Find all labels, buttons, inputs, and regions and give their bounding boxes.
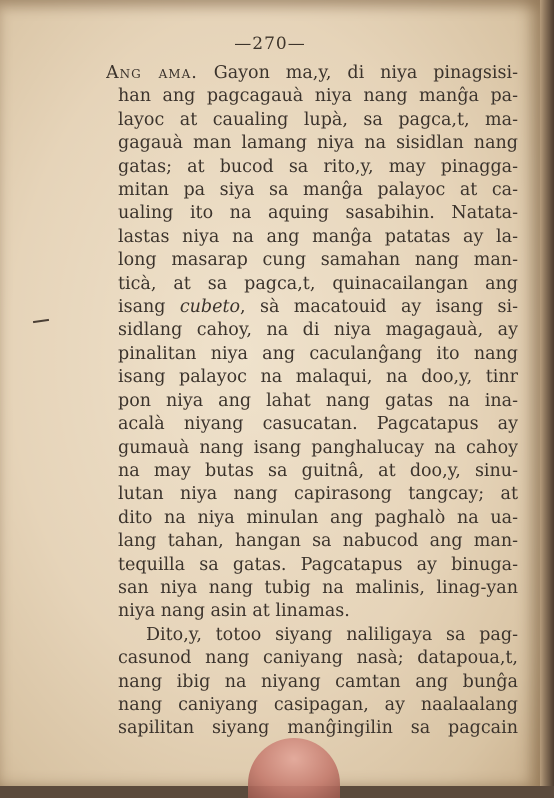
text-line: isang cubeto, sà macatouid ay isang si-	[118, 297, 518, 318]
text-line: lutan niya nang capirasong tangcay; at	[118, 484, 518, 505]
text-line: sapilitan siyang manĝingilin sa pagcain	[118, 718, 518, 739]
book-spine-edge	[540, 0, 554, 786]
text-line: gagauà man lamang niya na sisidlan nang	[118, 133, 518, 154]
body-text	[106, 62, 518, 741]
italic-word: cubeto	[179, 297, 241, 318]
margin-pencil-mark	[33, 319, 49, 323]
text-line: isang palayoc na malaqui, na doo,y, tinr	[118, 367, 518, 388]
text-line: gatas; at bucod sa rito,y, may pinagga-	[118, 156, 518, 177]
text-line: acalà niyang casucatan. Pagcatapus ay	[118, 414, 518, 435]
text-line: mitan pa siya sa manĝa palayoc at ca-	[118, 180, 518, 201]
text-line: tequilla sa gatas. Pagcatapus ay binuga-	[118, 554, 518, 575]
text-line: dito na niya minulan ang paghalò na ua-	[118, 507, 518, 528]
text-line: ualing ito na aquing sasabihin. Natata-	[118, 203, 518, 224]
text-line: na may butas sa guitnâ, at doo,y, sinu-	[118, 460, 518, 481]
text-line: Ang ama. Gayon ma,y, di niya pinagsisi-	[106, 63, 518, 83]
text-line: sidlang cahoy, na di niya magagauà, ay	[118, 320, 518, 341]
text-line: han ang pagcagauà niya nang manĝa pa-	[118, 86, 518, 107]
text-line: nang ibig na niyang camtan ang bunĝa	[118, 671, 518, 692]
text-line: ticà, at sa pagca,t, quinacailangan ang	[118, 273, 518, 294]
text-line: lastas niya na ang manĝa patatas ay la-	[118, 226, 518, 247]
text-line: nang caniyang casipagan, ay naalaalang	[118, 694, 518, 715]
text-line: pon niya ang lahat nang gatas na ina-	[118, 390, 518, 411]
text-line: casunod nang caniyang nasà; datapoua,t,	[118, 648, 518, 669]
text-line: Dito,y, totoo siyang naliligaya sa pag-	[146, 624, 518, 645]
page-number: —270—	[234, 34, 306, 54]
text-line: san niya nang tubig na malinis, linag-yan	[118, 577, 518, 598]
text-line: pinalitan niya ang caculanĝang ito nang	[118, 343, 518, 364]
text-line: niya nang asin at linamas.	[118, 601, 350, 622]
text-line: lang tahan, hangan sa nabucod ang man-	[118, 531, 518, 552]
text-line: gumauà nang isang panghalucay na cahoy	[118, 437, 518, 458]
section-lead: Ang ama.	[106, 63, 198, 83]
text-line: layoc at caualing lupà, sa pagca,t, ma-	[118, 109, 518, 130]
text-line: long masarap cung samahan nang man-	[118, 250, 518, 271]
